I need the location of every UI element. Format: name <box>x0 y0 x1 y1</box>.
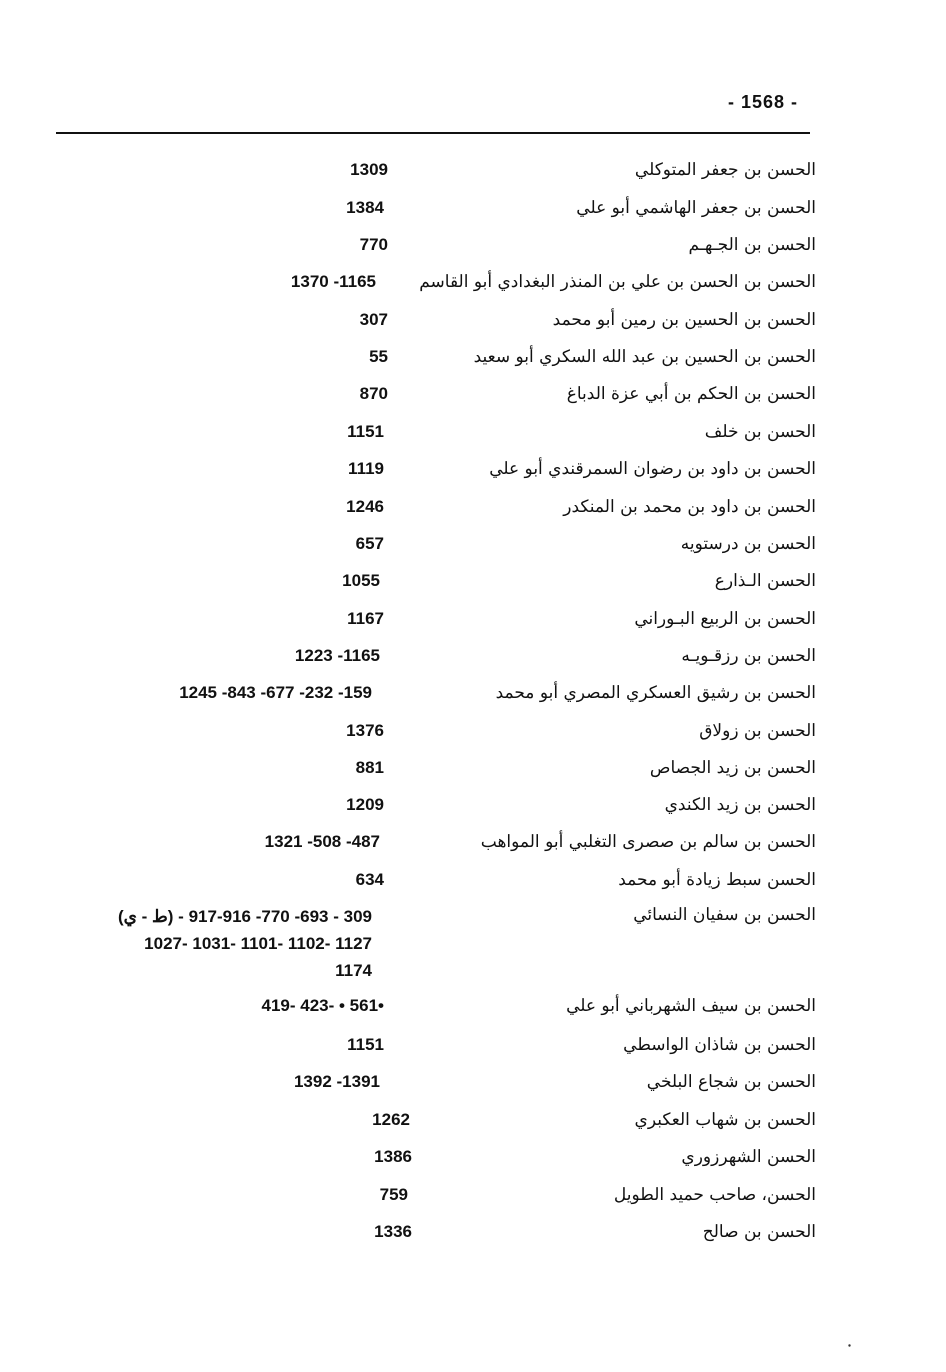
header-rule <box>56 132 810 134</box>
entry-name: الحسن بن الحسين بن عبد الله السكري أبو سعيد <box>473 347 816 367</box>
entry-pages: 1392 -1391 <box>293 1072 380 1091</box>
entry-pages: 307 <box>359 310 388 329</box>
entry-pages: 1309 <box>350 160 388 179</box>
entry-name: الحسن بن الحكم بن أبي عزة الدباغ <box>566 384 816 404</box>
entry-name: الحسن بن سالم بن صصرى التغلبي أبو المواهب <box>480 832 816 852</box>
entry-name: الحسن بن خلف <box>704 422 816 442</box>
entry-pages: 1370 -1165 <box>290 272 376 291</box>
entry-name: الحسن بن شجاع البلخي <box>646 1072 816 1092</box>
entry-pages: 1376 <box>346 721 384 740</box>
entry-name: الحسن بن جعفر المتوكلي <box>634 160 816 180</box>
entry-pages: 1386 <box>374 1147 412 1166</box>
entry-name: الحسن الـذارع <box>714 571 816 591</box>
entry-name: الحسن بن سفيان النسائي <box>633 905 816 925</box>
entry-name: الحسن سبط زيادة أبو محمد <box>618 870 816 890</box>
entry-name: الحسن بن زيد الجصاص <box>649 758 816 778</box>
entry-name: الحسن بن جعفر الهاشمي أبو علي <box>576 198 816 218</box>
entry-pages: 1321 -508 -487 <box>264 832 380 851</box>
entry-pages-line: 1174 <box>335 961 372 980</box>
entry-pages: 870 <box>359 384 388 403</box>
entry-name: الحسن بن داود بن محمد بن المنكدر <box>563 497 816 517</box>
entry-name: الحسن بن صالح <box>702 1222 816 1242</box>
entry-pages-line: 1027- 1031- 1101- 1102- 1127 <box>144 934 372 953</box>
entry-name: الحسن بن درستويه <box>680 534 816 554</box>
entry-name: الحسن بن شهاب العكبري <box>634 1110 816 1130</box>
entry-name: الحسن بن الحسن بن علي بن المنذر البغدادي أبو القاسم <box>419 272 816 292</box>
entry-name: الحسن بن رزقـويـه <box>681 646 816 666</box>
entry-pages: 1245 -843 -677 -232 -159 <box>179 683 372 702</box>
entry-pages: 1209 <box>346 795 384 814</box>
entry-pages: 1223 -1165 <box>294 646 380 665</box>
entry-name: الحسن بن زيد الكندي <box>664 795 816 815</box>
entry-name: الحسن، صاحب حميد الطويل <box>613 1185 816 1205</box>
entry-name: الحسن بن داود بن رضوان السمرقندي أبو علي <box>489 459 816 479</box>
entry-pages-line: (ط - ي) - 309 - 693- 770- 916-917 <box>117 907 372 926</box>
entry-name: الحسن بن رشيق العسكري المصري أبو محمد <box>495 683 816 703</box>
entry-pages: 634 <box>355 870 384 889</box>
entry-pages: 1167 <box>347 609 384 628</box>
entry-pages: 1151 <box>347 422 384 441</box>
entry-name: الحسن بن الحسين بن رمين أبو محمد <box>552 310 816 330</box>
entry-pages: 1246 <box>346 497 384 516</box>
entry-name: الحسن الشهرزوري <box>681 1147 816 1167</box>
entry-pages: 770 <box>359 235 388 254</box>
entry-pages: 1262 <box>372 1110 410 1129</box>
entry-pages <box>118 903 372 984</box>
entry-pages: 55 <box>369 347 388 366</box>
entry-pages: 657 <box>355 534 384 553</box>
entry-pages: 881 <box>355 758 384 777</box>
entry-pages: 419- 423- • 561• <box>261 996 384 1015</box>
page-number: - 1568 - <box>728 92 799 112</box>
entry-pages: 1336 <box>374 1222 412 1241</box>
scan-speck <box>848 1344 851 1347</box>
entry-name: الحسن بن الجـهـم <box>688 235 816 255</box>
entry-pages: 1151 <box>347 1035 384 1054</box>
entry-pages: 759 <box>379 1185 408 1204</box>
entry-name: الحسن بن الربيع البـوراني <box>634 609 816 629</box>
entry-pages: 1384 <box>346 198 384 217</box>
entry-name: الحسن بن سيف الشهرباني أبو علي <box>566 996 816 1016</box>
entry-name: الحسن بن زولاق <box>699 721 816 741</box>
entry-name: الحسن بن شاذان الواسطي <box>623 1035 816 1055</box>
entry-pages: 1055 <box>342 571 380 590</box>
entry-pages: 1119 <box>348 459 384 478</box>
